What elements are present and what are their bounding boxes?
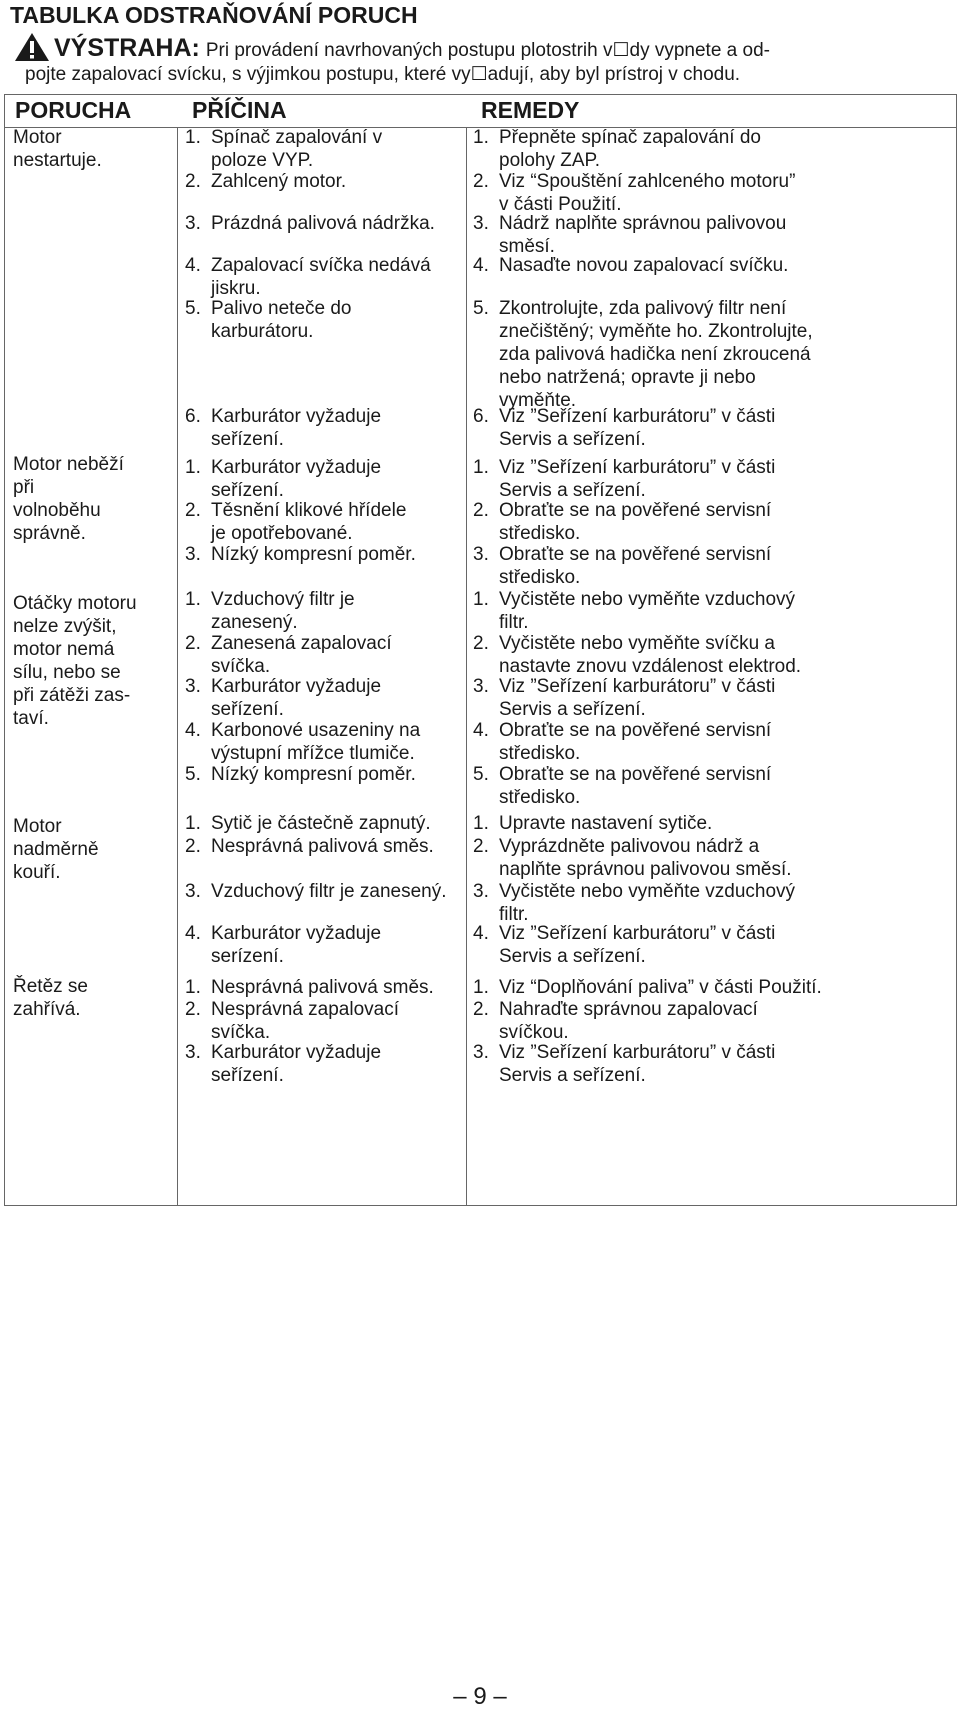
cause-item (185, 719, 420, 765)
warning-label: VÝSTRAHA: (54, 34, 200, 62)
remedy-number: 3. (473, 881, 489, 902)
cause-number: 1. (185, 813, 201, 834)
cause-text-line: jiskru. (211, 278, 261, 299)
cause-text-line: je opotřebované. (211, 523, 353, 544)
remedy-text-line: Nádrž naplňte správnou palivovou (499, 213, 787, 234)
problem-cell (13, 453, 124, 545)
remedy-number: 1. (473, 457, 489, 478)
page-title: TABULKA ODSTRAŇOVÁNÍ PORUCH (10, 2, 418, 28)
problem-cell (13, 975, 88, 1021)
cause-number: 3. (185, 213, 201, 234)
remedy-item (473, 456, 775, 502)
cause-item (185, 405, 381, 451)
cause-number: 5. (185, 298, 201, 319)
cause-text-line: seřízení. (211, 1065, 284, 1086)
remedy-text-line: Servis a seřízení. (499, 699, 646, 720)
cause-item (185, 998, 399, 1044)
remedy-item (473, 719, 771, 765)
cause-number: 3. (185, 1042, 201, 1063)
problem-text-line: nelze zvýšit, (13, 616, 117, 637)
troubleshooting-table (4, 94, 957, 1206)
problem-text-line: Řetěz se (13, 976, 88, 997)
cause-text-line: seřízení. (211, 699, 284, 720)
remedy-item (473, 812, 712, 835)
cause-item (185, 588, 355, 634)
remedy-item (473, 212, 786, 258)
remedy-text-line: Viz ”Seřízení karburátoru” v části (499, 457, 776, 478)
warning-block (14, 32, 934, 87)
remedy-text-line: Viz ”Seřízení karburátoru” v části (499, 1042, 776, 1063)
remedy-number: 2. (473, 836, 489, 857)
remedy-item (473, 1041, 775, 1087)
cause-item (185, 675, 381, 721)
remedy-text-line: filtr. (499, 904, 529, 925)
cause-text-line: Nízký kompresní poměr. (211, 544, 416, 565)
remedy-item (473, 880, 795, 926)
cause-text-line: Palivo neteče do (211, 298, 352, 319)
remedy-text-line: Servis a seřízení. (499, 429, 646, 450)
cause-text-line: Zanesená zapalovací (211, 633, 392, 654)
remedy-text-line: polohy ZAP. (499, 150, 601, 171)
page-number: – 9 – (453, 1683, 507, 1710)
cause-text-line: Karburátor vyžaduje (211, 457, 382, 478)
remedy-text-line: v části Použití. (499, 194, 622, 215)
cause-text-line: Zapalovací svíčka nedává (211, 255, 431, 276)
cause-item (185, 170, 346, 193)
cause-text-line: seřízení. (211, 480, 284, 501)
cause-number: 2. (185, 999, 201, 1020)
cause-text-line: serízení. (211, 946, 284, 967)
cause-text-line: Těsnění klikové hřídele (211, 500, 407, 521)
remedy-item (473, 976, 822, 999)
cause-text-line: Nízký kompresní poměr. (211, 764, 416, 785)
remedy-number: 2. (473, 171, 489, 192)
cause-text-line: poloze VYP. (211, 150, 314, 171)
cause-text-line: Spínač zapalování v (211, 127, 383, 148)
cause-text-line: seřízení. (211, 429, 284, 450)
remedy-item (473, 405, 775, 451)
cause-item (185, 812, 431, 835)
cause-text-line: Nesprávná palivová směs. (211, 977, 434, 998)
column-divider (177, 127, 178, 1205)
remedy-number: 4. (473, 720, 489, 741)
remedy-text-line: Viz ”Seřízení karburátoru” v části (499, 676, 776, 697)
cause-text-line: Vzduchový filtr je (211, 589, 355, 610)
remedy-item (473, 835, 792, 881)
remedy-number: 4. (473, 255, 489, 276)
cause-item (185, 1041, 381, 1087)
column-header-problem: PORUCHA (15, 97, 132, 123)
remedy-item (473, 170, 795, 216)
remedy-number: 5. (473, 764, 489, 785)
cause-text-line: Karburátor vyžaduje (211, 406, 382, 427)
remedy-item (473, 763, 771, 809)
problem-cell (13, 126, 102, 172)
cause-text-line: Karburátor vyžaduje (211, 676, 382, 697)
remedy-text-line: směsí. (499, 236, 555, 257)
remedy-text-line: Obraťte se na pověřené servisní (499, 544, 772, 565)
cause-number: 4. (185, 720, 201, 741)
cause-number: 4. (185, 923, 201, 944)
remedy-text-line: Upravte nastavení sytiče. (499, 813, 713, 834)
remedy-item (473, 588, 795, 634)
cause-number: 5. (185, 764, 201, 785)
remedy-item (473, 922, 775, 968)
cause-item (185, 922, 381, 968)
cause-text-line: Prázdná palivová nádržka. (211, 213, 435, 234)
remedy-number: 4. (473, 923, 489, 944)
cause-text-line: výstupní mřížce tlumiče. (211, 743, 415, 764)
cause-text-line: Nesprávná palivová směs. (211, 836, 434, 857)
cause-number: 2. (185, 500, 201, 521)
remedy-number: 3. (473, 213, 489, 234)
remedy-text-line: vyměňte. (499, 390, 577, 411)
cause-text-line: karburátoru. (211, 321, 314, 342)
cause-item (185, 499, 406, 545)
remedy-text-line: zda palivová hadička není zkroucená (499, 344, 811, 365)
remedy-text-line: Vyčistěte nebo vyměňte svíčku a (499, 633, 775, 654)
remedy-text-line: Zkontrolujte, zda palivový filtr není (499, 298, 787, 319)
cause-text-line: svíčka. (211, 1022, 271, 1043)
problem-text-line: Otáčky motoru (13, 593, 137, 614)
remedy-text-line: nebo natržená; opravte ji nebo (499, 367, 756, 388)
cause-item (185, 763, 416, 786)
cause-number: 2. (185, 171, 201, 192)
cause-number: 4. (185, 255, 201, 276)
problem-cell (13, 815, 99, 884)
remedy-number: 2. (473, 633, 489, 654)
cause-number: 2. (185, 836, 201, 857)
remedy-text-line: Viz “Spouštění zahlceného motoru” (499, 171, 796, 192)
remedy-item (473, 297, 813, 412)
warning-text-line2: pojte zapalovací svícku, s výjimkou postupu, které vy☐adují, aby byl prístroj v chodu. (25, 64, 741, 85)
cause-item (185, 297, 352, 343)
problem-text-line: správně. (13, 523, 86, 544)
remedy-item (473, 499, 771, 545)
problem-text-line: sílu, nebo se (13, 662, 121, 683)
remedy-text-line: Obraťte se na pověřené servisní (499, 720, 772, 741)
remedy-text-line: Viz ”Seřízení karburátoru” v části (499, 406, 776, 427)
problem-text-line: taví. (13, 708, 49, 729)
remedy-text-line: Servis a seřízení. (499, 946, 646, 967)
cause-item (185, 976, 434, 999)
cause-item (185, 835, 434, 858)
cause-item (185, 543, 416, 566)
cause-number: 1. (185, 457, 201, 478)
cause-text-line: Zahlcený motor. (211, 171, 347, 192)
remedy-text-line: Vyprázdněte palivovou nádrž a (499, 836, 760, 857)
cause-item (185, 212, 435, 235)
remedy-text-line: Přepněte spínač zapalování do (499, 127, 761, 148)
remedy-text-line: Viz ”Seřízení karburátoru” v části (499, 923, 776, 944)
cause-number: 3. (185, 676, 201, 697)
remedy-number: 1. (473, 813, 489, 834)
cause-number: 1. (185, 127, 201, 148)
cause-text-line: Karburátor vyžaduje (211, 1042, 382, 1063)
cause-text-line: Vzduchový filtr je zanesený. (211, 881, 447, 902)
remedy-text-line: filtr. (499, 612, 529, 633)
cause-number: 1. (185, 589, 201, 610)
remedy-number: 2. (473, 999, 489, 1020)
remedy-number: 1. (473, 977, 489, 998)
problem-text-line: Motor (13, 127, 62, 148)
cause-item (185, 126, 382, 172)
remedy-text-line: nastavte znovu vzdálenost elektrod. (499, 656, 802, 677)
problem-text-line: nestartuje. (13, 150, 102, 171)
remedy-text-line: Servis a seřízení. (499, 480, 646, 501)
remedy-text-line: naplňte správnou palivovou směsí. (499, 859, 792, 880)
remedy-text-line: středisko. (499, 787, 581, 808)
cause-number: 2. (185, 633, 201, 654)
cause-number: 3. (185, 544, 201, 565)
cause-text-line: Karbonové usazeniny na (211, 720, 421, 741)
problem-cell (13, 592, 137, 730)
remedy-number: 3. (473, 676, 489, 697)
warning-text-line1: Pri provádení navrhovaných postupu plotostrih v☐dy vypnete a od- (205, 40, 770, 61)
cause-number: 3. (185, 881, 201, 902)
cause-item (185, 632, 392, 678)
remedy-item (473, 126, 761, 172)
cause-text-line: svíčka. (211, 656, 271, 677)
warning-triangle-icon (14, 32, 50, 62)
cause-text-line: Karburátor vyžaduje (211, 923, 382, 944)
column-header-remedy: REMEDY (481, 97, 580, 123)
problem-text-line: volnoběhu (13, 500, 101, 521)
remedy-item (473, 254, 788, 277)
problem-text-line: při (13, 477, 35, 498)
remedy-text-line: znečištěný; vyměňte ho. Zkontrolujte, (499, 321, 813, 342)
problem-text-line: nadměrně (13, 839, 99, 860)
problem-text-line: zahřívá. (13, 999, 81, 1020)
remedy-number: 2. (473, 500, 489, 521)
remedy-text-line: Obraťte se na pověřené servisní (499, 500, 772, 521)
cause-item (185, 880, 447, 903)
cause-text-line: Nesprávná zapalovací (211, 999, 399, 1020)
remedy-number: 3. (473, 544, 489, 565)
remedy-text-line: středisko. (499, 523, 581, 544)
remedy-text-line: Vyčistěte nebo vyměňte vzduchový (499, 881, 796, 902)
problem-text-line: Motor (13, 816, 62, 837)
remedy-text-line: Viz “Doplňování paliva” v části Použití. (499, 977, 822, 998)
remedy-item (473, 632, 801, 678)
remedy-text-line: středisko. (499, 567, 581, 588)
remedy-number: 6. (473, 406, 489, 427)
remedy-number: 1. (473, 589, 489, 610)
remedy-item (473, 543, 771, 589)
column-header-cause: PŘÍČINA (192, 97, 287, 123)
problem-text-line: Motor neběží (13, 454, 124, 475)
remedy-text-line: Servis a seřízení. (499, 1065, 646, 1086)
cause-item (185, 254, 431, 300)
remedy-text-line: Vyčistěte nebo vyměňte vzduchový (499, 589, 796, 610)
remedy-text-line: středisko. (499, 743, 581, 764)
remedy-number: 5. (473, 298, 489, 319)
cause-item (185, 456, 381, 502)
problem-text-line: při zátěži zas- (13, 685, 131, 706)
cause-text-line: zanesený. (211, 612, 298, 633)
remedy-number: 3. (473, 1042, 489, 1063)
cause-number: 6. (185, 406, 201, 427)
cause-text-line: Sytič je částečně zapnutý. (211, 813, 431, 834)
problem-text-line: kouří. (13, 862, 61, 883)
remedy-item (473, 998, 758, 1044)
problem-text-line: motor nemá (13, 639, 115, 660)
column-divider (466, 127, 467, 1205)
remedy-number: 1. (473, 127, 489, 148)
cause-number: 1. (185, 977, 201, 998)
table-header-row (5, 95, 956, 128)
remedy-item (473, 675, 775, 721)
remedy-text-line: Nahraďte správnou zapalovací (499, 999, 758, 1020)
remedy-text-line: Obraťte se na pověřené servisní (499, 764, 772, 785)
remedy-text-line: svíčkou. (499, 1022, 569, 1043)
remedy-text-line: Nasaďte novou zapalovací svíčku. (499, 255, 789, 276)
